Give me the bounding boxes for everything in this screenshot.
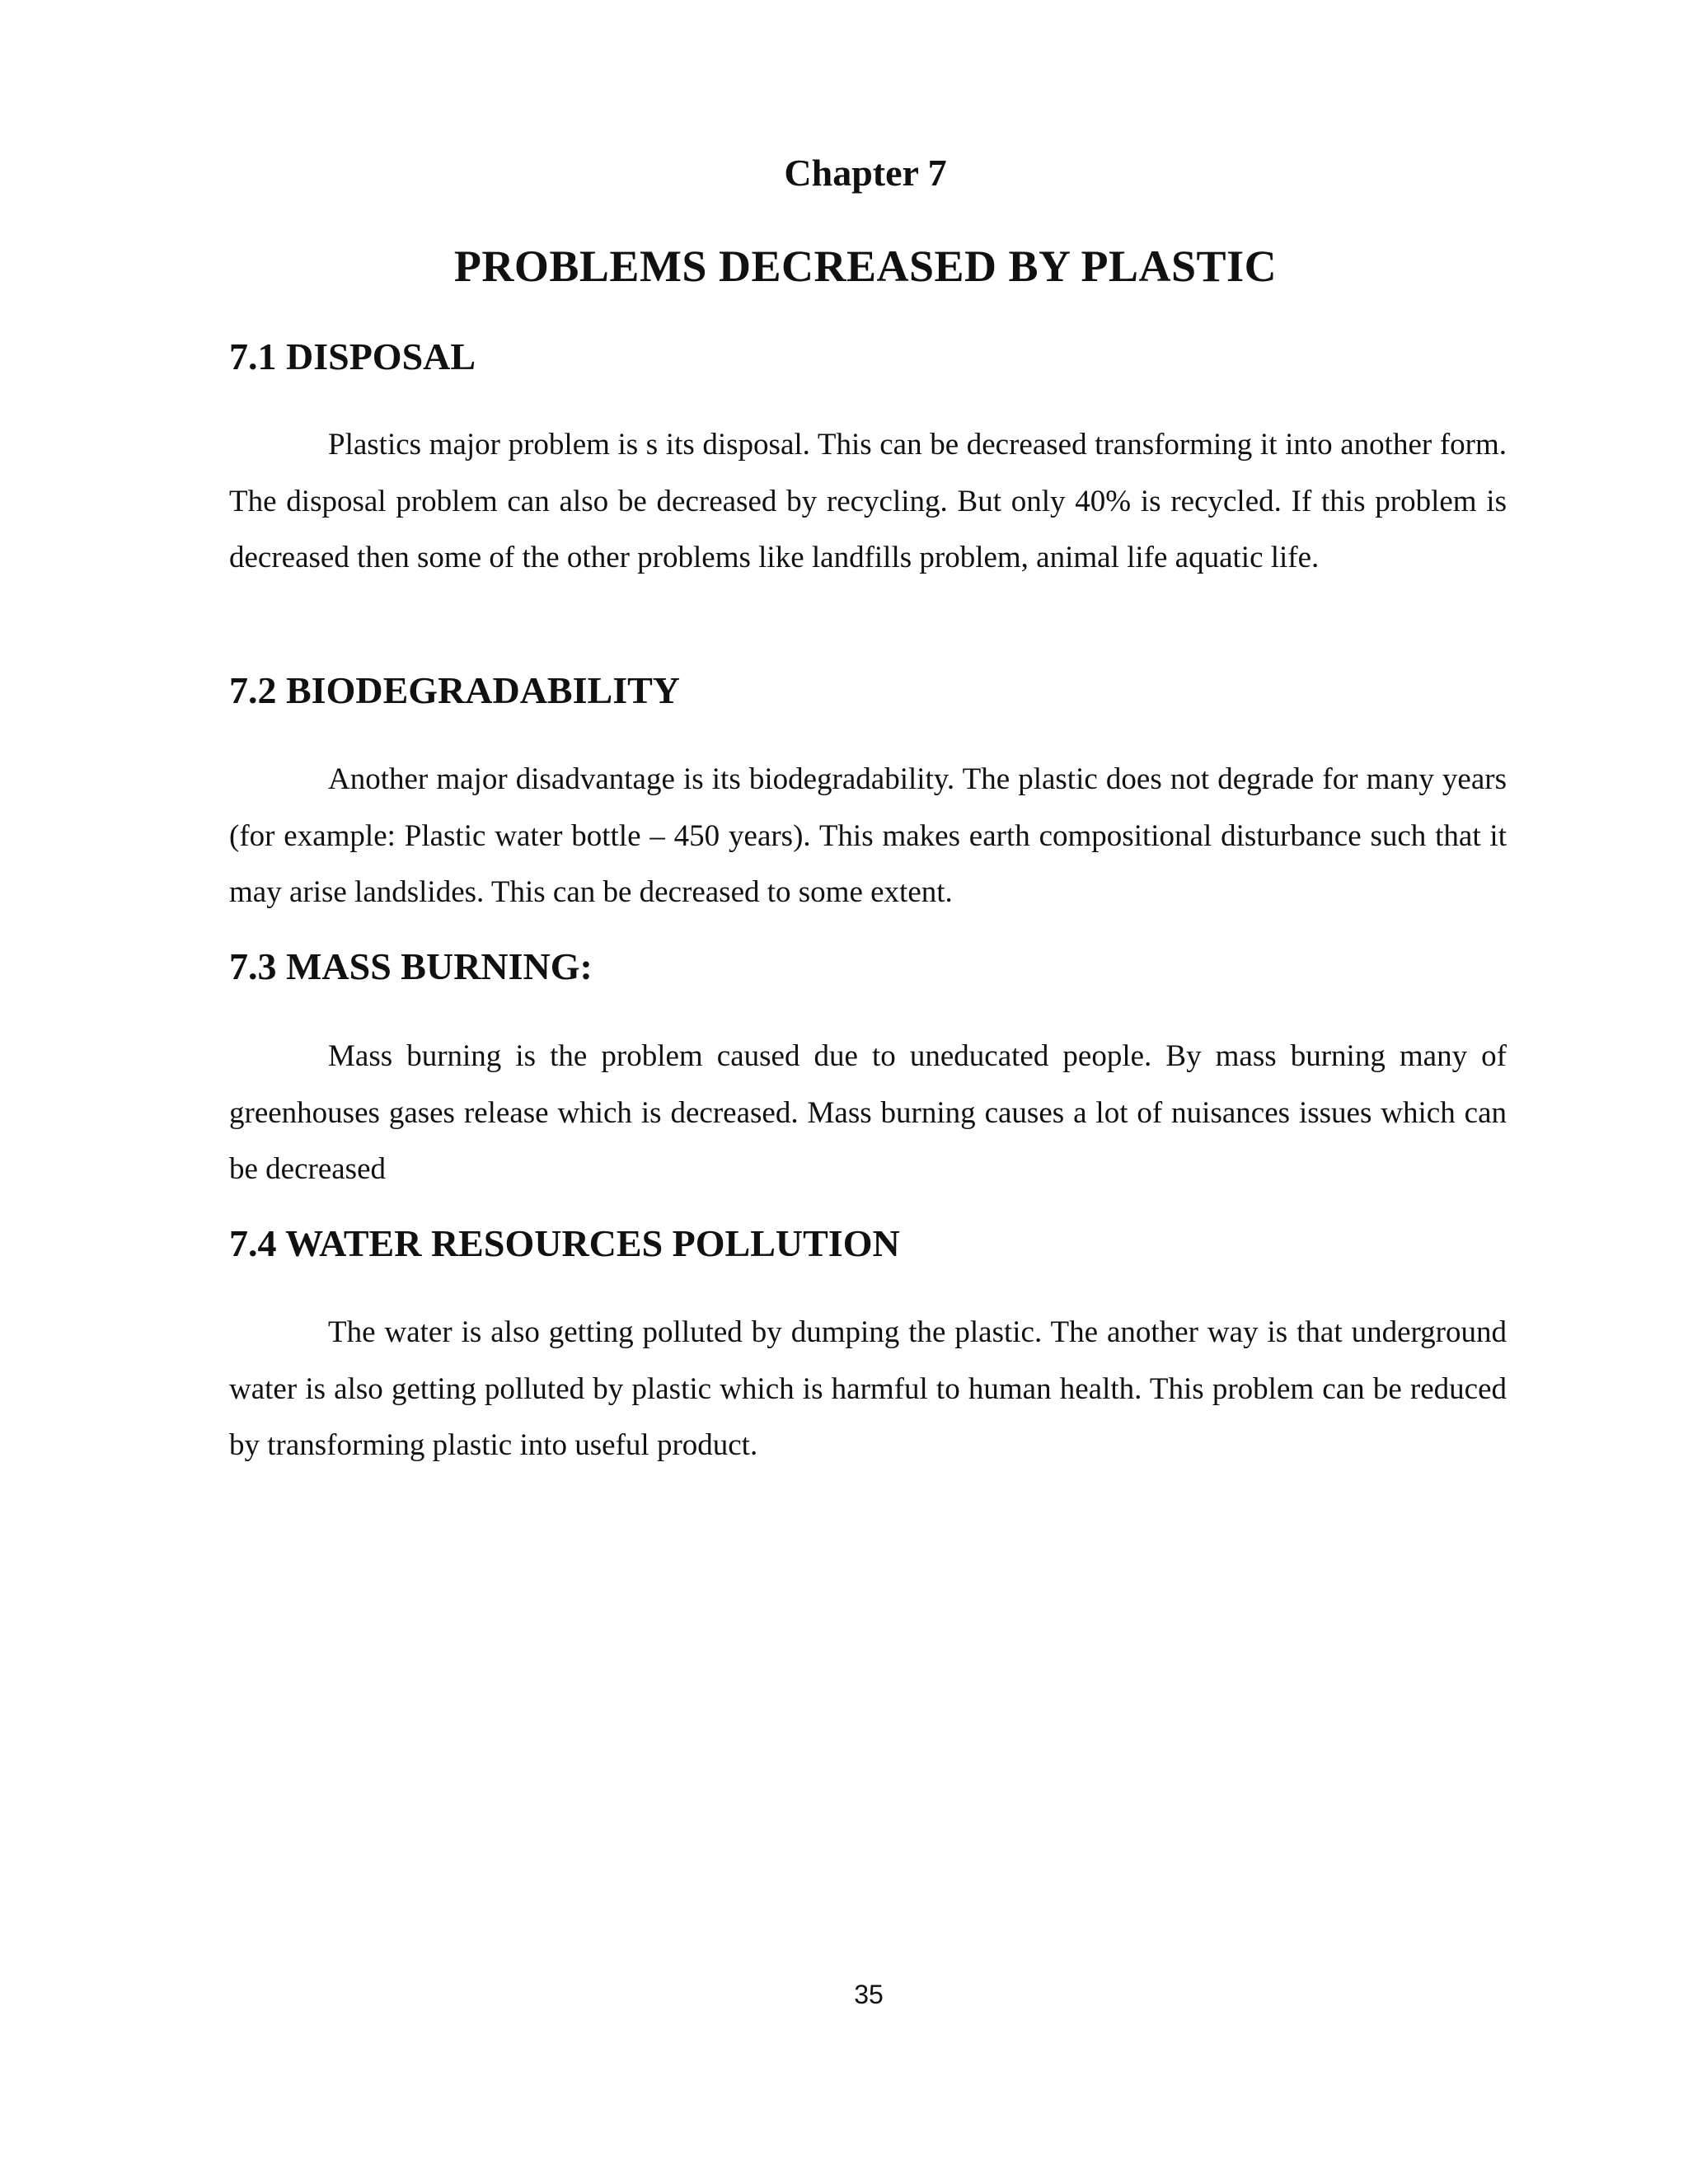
section-paragraph-disposal: Plastics major problem is s its disposal. This can be decreased transforming it into another form. The disposal problem can also be decreased by recycling. But only 40% is recycled. If this problem is decreased then some of the other problems like landfills problem, animal life aquatic life. <box>229 428 1507 574</box>
chapter-title: PROBLEMS DECREASED BY PLASTIC <box>453 241 1278 291</box>
section-paragraph-mass-burning: Mass burning is the problem caused due to uneducated people. By mass burning many of greenhouses gases release which is decreased. Mass burning causes a lot of nuisances issues which can be decreased <box>229 1039 1507 1186</box>
section-heading-disposal: 7.1 DISPOSAL <box>229 335 476 377</box>
chapter-label: Chapter 7 <box>784 152 947 194</box>
section-paragraph-biodegradability: Another major disadvantage is its biodegradability. The plastic does not degrade for many years (for example: Plastic water bottle – 450 years). This makes earth compositional disturbance such that it may arise landslides. This can be decreased to some extent. <box>229 762 1507 909</box>
section-heading-water-pollution: 7.4 WATER RESOURCES POLLUTION <box>229 1222 900 1264</box>
section-heading-biodegradability: 7.2 BIODEGRADABILITY <box>229 669 680 711</box>
section-heading-mass-burning: 7.3 MASS BURNING: <box>229 945 593 987</box>
page-number: 35 <box>854 1980 884 2009</box>
section-paragraph-water-pollution: The water is also getting polluted by dumping the plastic. The another way is that underground water is also getting polluted by plastic which is harmful to human health. This problem can be reduced by transforming plastic into useful product. <box>229 1315 1507 1462</box>
